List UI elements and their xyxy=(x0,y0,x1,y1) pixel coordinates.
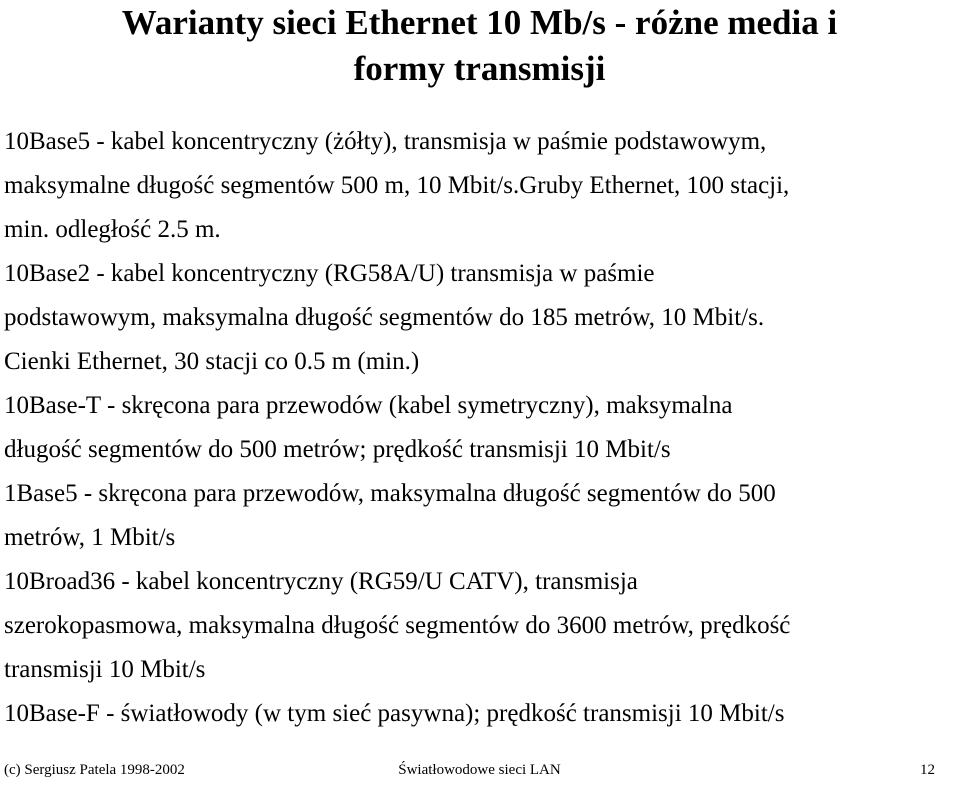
footer-course-title: Światłowodowe sieci LAN xyxy=(398,762,561,778)
entry-line: 10Base-F - światłowody (w tym sieć pasywna); prędkość transmisji 10 Mbit/s xyxy=(4,700,785,727)
entry-line: transmisji 10 Mbit/s xyxy=(4,656,206,683)
footer-copyright: (c) Sergiusz Patela 1998-2002 xyxy=(4,762,185,778)
entry-line: podstawowym, maksymalna długość segmentów do 185 metrów, 10 Mbit/s. xyxy=(4,304,765,331)
entry-line: 10Base-T - skręcona para przewodów (kabel symetryczny), maksymalna xyxy=(4,392,733,419)
entry-line: 10Base2 - kabel koncentryczny (RG58A/U) transmisja w paśmie xyxy=(4,260,655,287)
entry-10base5 xyxy=(4,120,954,252)
entry-line: 10Base5 - kabel koncentryczny (żółty), transmisja w paśmie podstawowym, xyxy=(4,128,767,155)
entry-line: 1Base5 - skręcona para przewodów, maksymalna długość segmentów do 500 xyxy=(4,480,776,507)
entry-10base-t xyxy=(4,384,954,472)
entry-1base5 xyxy=(4,472,954,560)
entry-10base-f xyxy=(4,692,954,736)
entry-line: długość segmentów do 500 metrów; prędkość transmisji 10 Mbit/s xyxy=(4,436,671,463)
footer-page-number: 12 xyxy=(920,762,935,778)
entry-line: Cienki Ethernet, 30 stacji co 0.5 m (min.) xyxy=(4,348,420,375)
entry-10broad36 xyxy=(4,560,954,692)
entry-line: maksymalne długość segmentów 500 m, 10 Mbit/s.Gruby Ethernet, 100 stacji, xyxy=(4,172,790,199)
entry-line: szerokopasmowa, maksymalna długość segmentów do 3600 metrów, prędkość xyxy=(4,612,791,639)
slide-footer xyxy=(0,756,959,785)
entry-line: metrów, 1 Mbit/s xyxy=(4,524,176,551)
slide-title-line: formy transmisji xyxy=(353,49,606,88)
entry-line: min. odległość 2.5 m. xyxy=(4,216,221,243)
slide-body xyxy=(4,120,954,736)
entry-10base2 xyxy=(4,252,954,384)
slide-title xyxy=(0,0,959,92)
slide-title-line: Warianty sieci Ethernet 10 Mb/s - różne media i xyxy=(121,3,838,42)
entry-line: 10Broad36 - kabel koncentryczny (RG59/U CATV), transmisja xyxy=(4,568,638,595)
